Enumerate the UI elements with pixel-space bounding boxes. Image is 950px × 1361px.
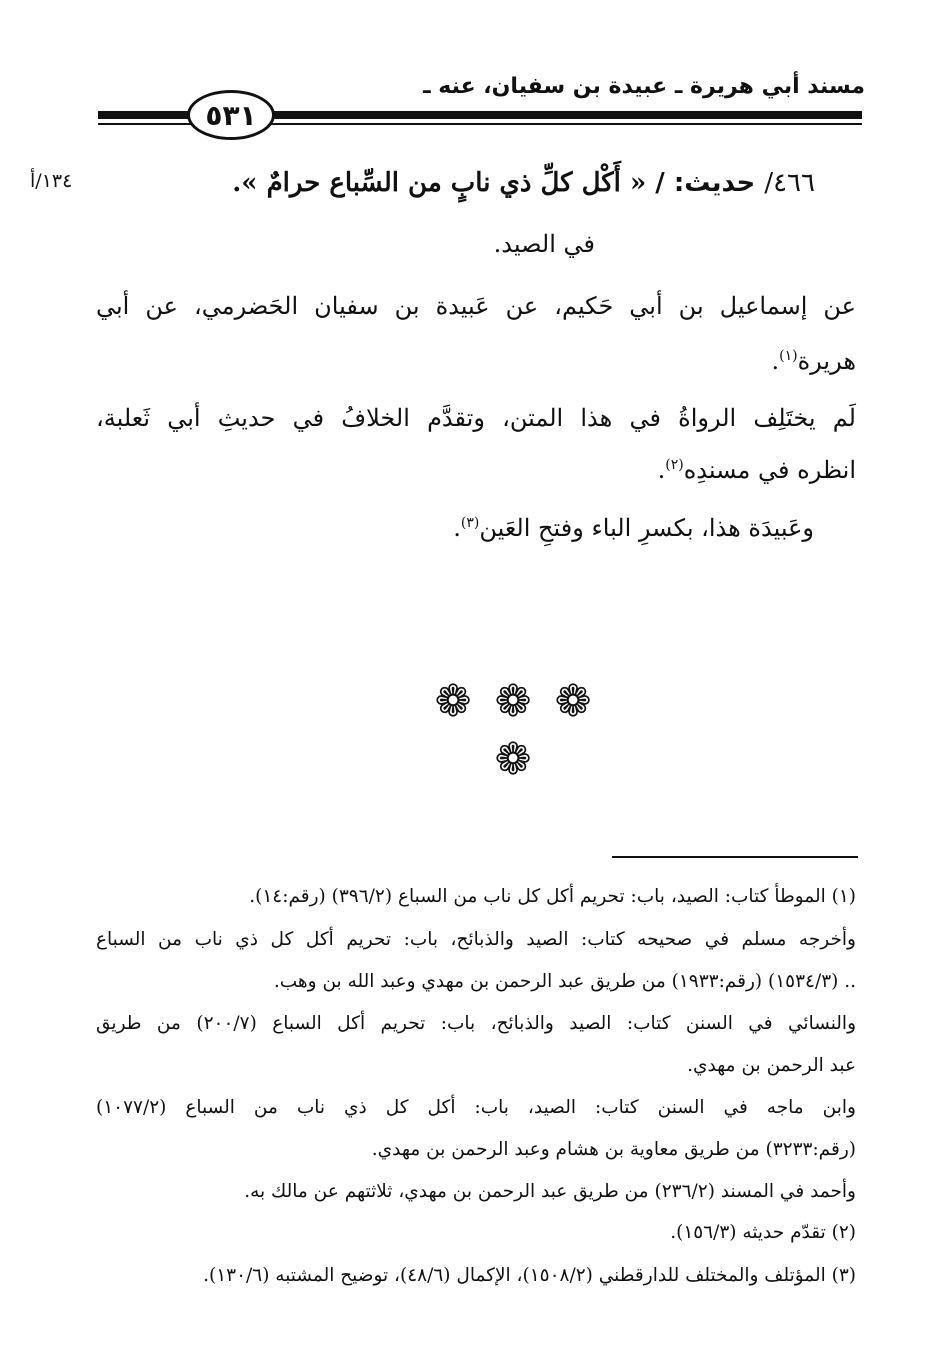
footnote-1-line-8: وأحمد في المسند (٢٣٦/٢) من طريق عبد الرحمن بن مهدي، ثلاثتهم عن مالك به.: [244, 1181, 856, 1202]
flower-ornament-icon: ❁: [494, 734, 532, 785]
hadith-number: ٤٦٦/: [764, 168, 815, 198]
running-header: مسند أبي هريرة ـ عبيدة بن سفيان، عنه ـ: [423, 74, 865, 99]
hadith-text: / « أَكْل كلِّ ذي نابٍ من السِّباع حرامٌ ».: [232, 168, 665, 198]
body-line-5-text: وعَبيدَة هذا، بكسرِ الباء وفتحِ العَين: [479, 514, 814, 542]
footnote-1-line-5: عبد الرحمن بن مهدي.: [687, 1055, 856, 1076]
footnote-3: (٣) المؤتلف والمختلف للدارقطني (١٥٠٨/٢)، الإكمال (٤٨/٦)، توضيح المشتبه (١٣٠/٦).: [203, 1265, 856, 1286]
footnote-ref-1: (١): [779, 348, 798, 364]
flower-ornament-icon: ❁: [494, 676, 532, 727]
hadith-chapter: في الصيد.: [493, 230, 595, 258]
hadith-label: حديث:: [673, 168, 756, 198]
footnote-1-line-2: وأخرجه مسلم في صحيحه كتاب: الصيد والذبائح، باب: تحريم أكل كل ذي ناب من السباع: [96, 929, 856, 950]
footnote-1-line-1: (١) الموطأ كتاب: الصيد، باب: تحريم أكل كل ناب من السباع (٣٩٦/٢) (رقم:١٤).: [249, 886, 856, 907]
footnote-1-line-3: .. (١٥٣٤/٣) (رقم:١٩٣٣) من طريق عبد الرحمن بن مهدي وعبد الله بن وهب.: [273, 971, 856, 992]
body-line-5-end: .: [453, 514, 461, 542]
page-number: ٥٣١: [187, 90, 275, 140]
footnote-ref-3: (٣): [460, 515, 480, 531]
footnote-2: (٢) تقدّم حديثه (١٥٦/٣).: [670, 1222, 856, 1243]
ornament-group: [0, 676, 950, 790]
footnote-1-line-7: (رقم:٣٢٣٣) من طريق معاوية بن هشام وعبد الرحمن بن مهدي.: [371, 1139, 856, 1160]
body-line-2-end: .: [771, 347, 780, 375]
body-line-4: [658, 456, 856, 484]
body-line-4-end: .: [657, 456, 666, 484]
body-line-2-text: هريرة: [797, 347, 856, 375]
footnote-1-line-4: والنسائي في السنن كتاب: الصيد والذبائح، باب: تحريم أكل السباع (٢٠٠/٧) من طريق: [96, 1013, 856, 1034]
flower-ornament-icon: ❁: [554, 676, 592, 727]
body-line-4-text: انظره في مسندِه: [683, 456, 856, 484]
body-line-1: عن إسماعيل بن أبي حَكيم، عن عَبيدة بن سفيان الحَضرمي، عن أبي: [96, 292, 856, 320]
body-line-5: [453, 514, 814, 542]
footnote-1-line-6: وابن ماجه في السنن كتاب: الصيد، باب: أكل كل ذي ناب من السباع (١٠٧٧/٢): [96, 1097, 856, 1118]
flower-ornament-icon: ❁: [434, 676, 472, 727]
footnote-rule: [612, 856, 858, 858]
body-line-3: لَم يختَلِف الرواةُ في هذا المتن، وتقدَّم الخلافُ في حديثِ أبي ثَعلبة،: [96, 404, 856, 432]
body-line-2: [771, 347, 856, 375]
hadith-heading: [232, 168, 815, 198]
footnote-ref-2: (٢): [665, 457, 684, 473]
margin-folio-note: ١٣٤/أ: [30, 170, 73, 192]
